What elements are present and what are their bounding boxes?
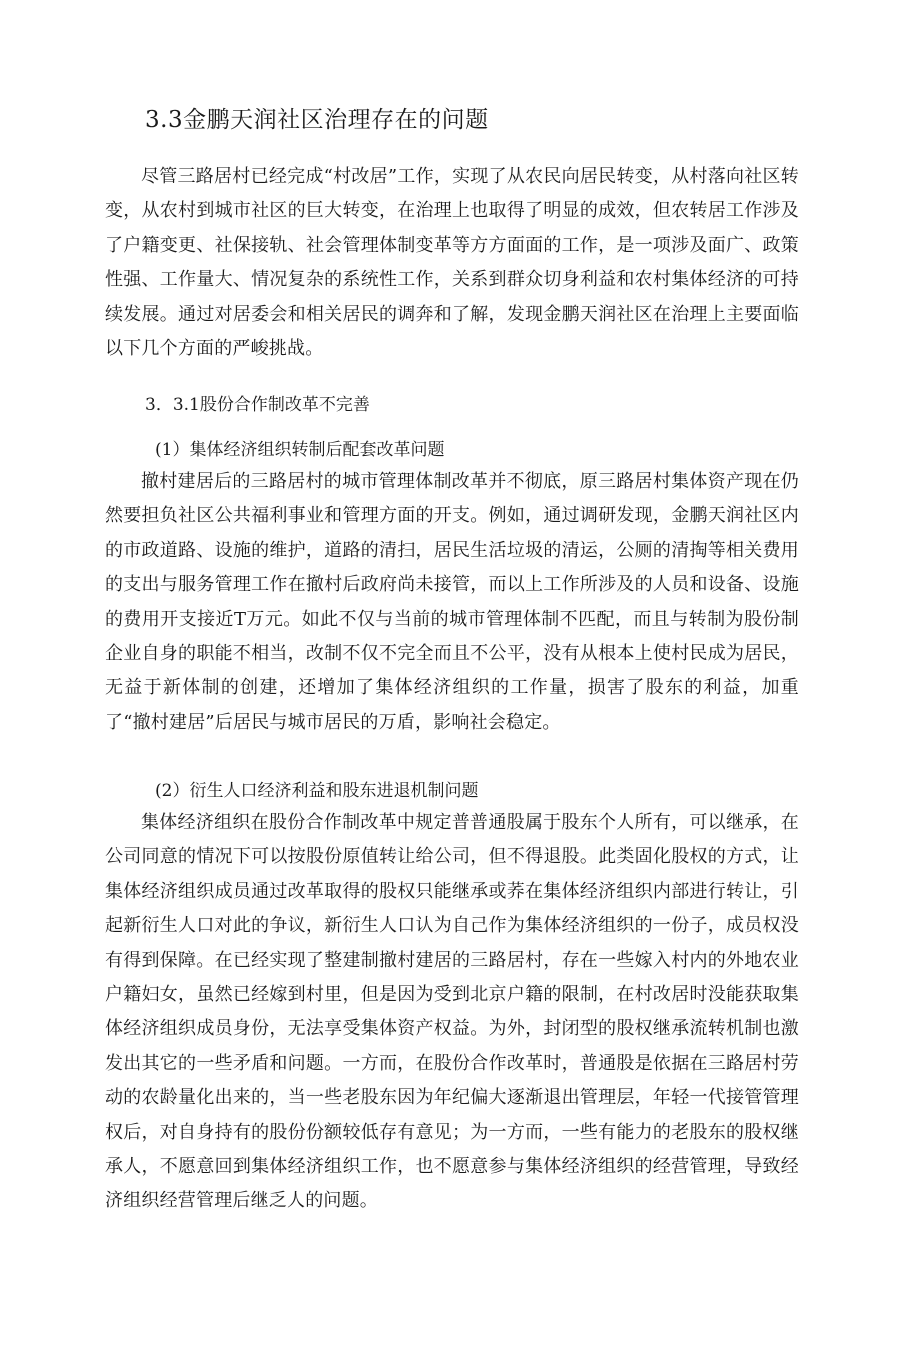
- subsection-heading: 3．3.1股份合作制改革不完善: [145, 395, 370, 415]
- item-1-heading: (1）集体经济组织转制后配套改革问题: [155, 440, 445, 460]
- intro-paragraph: 尽管三路居村已经完成“村改居”工作，实现了从农民向居民转变，从村落向社区转变，从农村到城市社区的巨大转变，在治理上也取得了明显的成效，但农转居工作涉及了户籍变更、社保接轨、社会管理体制变革等方方面面的工作，是一项涉及面广、政策性强、工作量大、情况复杂的系统性工作，关系到群众切身利益和农村集体经济的可持续发展。通过对居委会和相关居民的调奔和了解，发现金鹏天润社区在治理上主要面临以下几个方面的严峻挑战。: [105, 166, 799, 360]
- item-1-paragraph: 撤村建居后的三路居村的城市管理体制改革并不彻底，原三路居村集体资产现在仍然要担负社区公共福利事业和管理方面的开支。例如，通过调研发现，金鹏天润社区内的市政道路、设施的维护，道路的清扫，居民生活垃圾的清运，公厕的清掏等相关费用的支出与服务管理工作在撤村后政府尚未接管，而以上工作所涉及的人员和设备、设施的费用开支接近T万元。如此不仅与当前的城市管理体制不匹配，而且与转制为股份制企业自身的职能不相当，改制不仅不完全而且不公平，没有从根本上使村民成为居民，无益于新体制的创建，还增加了集体经济组织的工作量，损害了股东的利益，加重了“撤村建居”后居民与城市居民的万盾，影响社会稳定。: [105, 471, 799, 733]
- item-2-heading: (2）衍生人口经济利益和股东进退机制问题: [155, 781, 479, 801]
- item-2-paragraph: 集体经济组织在股份合作制改革中规定普普通股属于股东个人所有，可以继承，在公司同意的情况下可以按股份原值转让给公司，但不得退股。此类固化股权的方式，让集体经济组织成员通过改革取得的股权只能继承或荞在集体经济组织内部进行转让，引起新衍生人口对此的争议，新衍生人口认为自己作为集体经济组织的一份子，成员权没有得到保障。在已经实现了整建制撤村建居的三路居村，存在一些嫁入村内的外地农业户籍妇女，虽然已经嫁到村里，但是因为受到北京户籍的限制，在村改居时没能获取集体经济组织成员身份，无法享受集体资产权益。为外，封闭型的股权继承流转机制也激发出其它的一些矛盾和问题。一方而，在股份合作改革时，普通股是依据在三路居村劳动的农龄量化出来的，当一些老股东因为年纪偏大逐渐退出管理层，年轻一代接管管理权后，对自身持有的股份份额较低存有意见；为一方而，一些有能力的老股东的股权继承人，不愿意回到集体经济组织工作，也不愿意参与集体经济组织的经营管理，导致经济组织经营管理后继乏人的问题。: [105, 812, 799, 1212]
- section-heading: 3.3金鹏天润社区治理存在的问题: [145, 107, 489, 133]
